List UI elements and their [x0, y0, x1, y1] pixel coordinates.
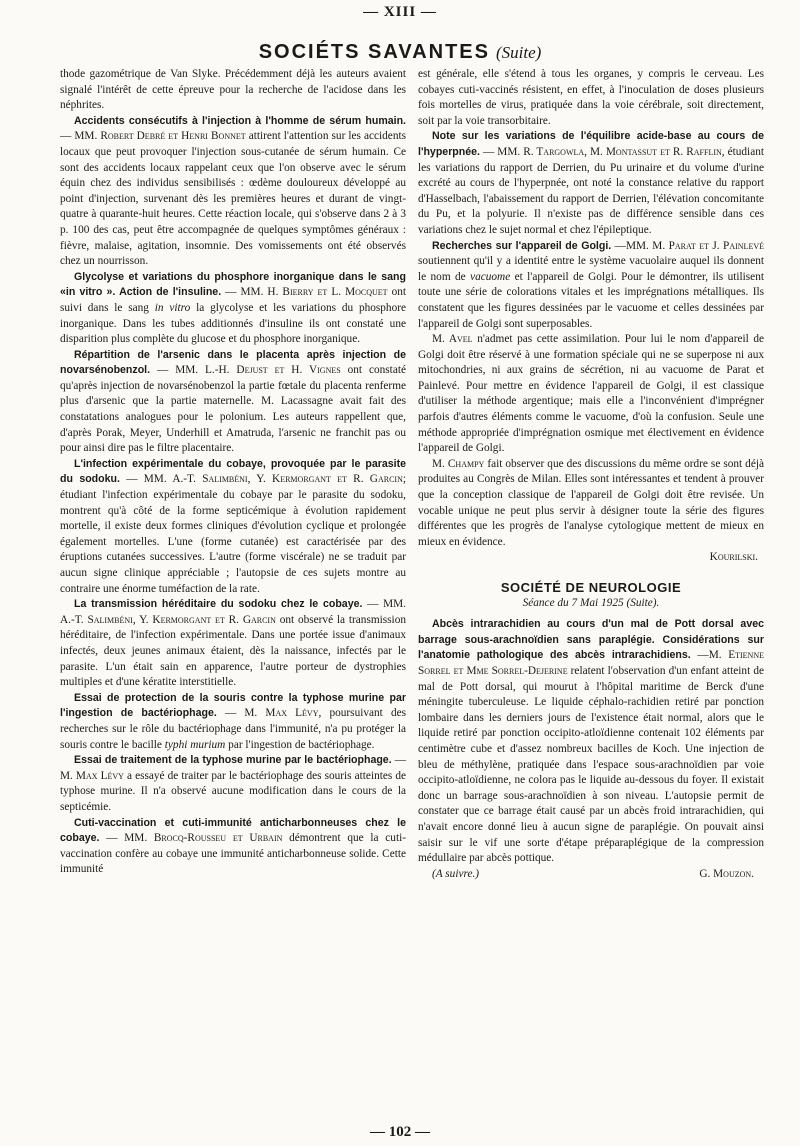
article-body: démontrent que la cuti-vaccination confère au cobaye une immunité anticharbonneuse solide. Cette immunité	[60, 832, 406, 876]
article-body: ont observé la transmission héréditaire, de l'infection expérimentale. Dans une portée issue d'animaux infectés, deux jeunes animaux étaient, dès la naissance, infectés par le parasite. L'un était sain en apparence, l'autre porteur de dystrophies multiples et d'une kératite interstitielle.	[60, 613, 406, 689]
article-body-cont: et l'appareil de Golgi. Pour le démontrer, ils utilisent toute une série de colorations vitales et les imprégnations métalliques. Ils constatent que les figures dessinées par le vacuome et celles dessinées par l'appareil de Golgi sont superposables.	[418, 270, 764, 330]
article-body-cont: la glycolyse et les variations du phosphore inorganique. Dans les tubes additionnés d'insuline ils ont constaté une disparition plus complète du glucose et du phosphore inorganique.	[60, 301, 407, 346]
article-heading: Accidents consécutifs à l'injection à l'homme de sérum humain.	[74, 114, 406, 127]
masthead-suite: (Suite)	[495, 43, 542, 62]
article-italic: vacuome	[470, 270, 511, 283]
article-heading: La transmission héréditaire du sodoku chez le cobaye.	[74, 598, 363, 611]
page-number: — 102 —	[370, 1124, 430, 1140]
masthead-title: SOCIÉTS SAVANTES	[258, 41, 490, 63]
article-authors: — M. Max Lévy	[60, 754, 406, 782]
article-body-cont: par l'ingestion de bactériophage.	[228, 738, 375, 751]
article-authors: — MM. Robert Debré et Henri Bonnet	[60, 130, 246, 143]
article-cuti-vaccination	[60, 816, 406, 878]
article-authors: — M. Max Lévy,	[224, 707, 322, 720]
to-be-continued: (A suivre.)	[432, 867, 480, 880]
article-italic: typhi murium	[164, 738, 226, 751]
article-heading: Répartition de l'arsenic dans le placenta après injection de novarsénobenzol.	[60, 348, 406, 377]
right-column	[418, 67, 764, 882]
article-body: poursuivant des recherches sur le rôle du bactériophage dans l'immunité, n'a pu protéger la souris contre le bacille	[60, 707, 407, 751]
article-body: attirent l'attention sur les accidents locaux que peut provoquer l'injection sous-cutanée de sérum humain. Ce sont des accidents locaux rappelant ceux que l'on observe avec le sérum équin chez des individus sensibilisés : œdème douloureux développé au point d'injection, survenant dès les premières heures et durant de vingt-quatre à quarante-huit heures. Cette réaction locale, qui s'observe dans 2 à 3 p. 100 des cas, peut être accompagnée de quelques symptômes généraux : fièvre, malaise, agitation, insomnie. Des vomissements ont été observés chez un nourrisson.	[60, 130, 407, 268]
roman-folio: — XIII —	[363, 4, 437, 20]
discussion-champy	[418, 457, 764, 551]
article-heading: Essai de protection de la souris contre la typhose murine par l'ingestion de bactériophage.	[60, 691, 406, 720]
article-heading: Essai de traitement de la typhose murine par le bactériophage.	[74, 754, 392, 767]
signature-kourilski: Kourilski.	[709, 551, 758, 564]
continuation-paragraph: est générale, elle s'étend à tous les organes, y compris le cerveau. Les cobayes cuti-vaccinés résistent, en effet, à l'inoculation de doses plusieurs fois mortelles de virus, pratiquée dans la voie cérébrale, soit directement, soit par la voie transorbitaire.	[418, 68, 764, 127]
article-arsenic	[60, 348, 406, 457]
discussion-body: n'admet pas cette assimilation. Pour lui le nom d'appareil de Golgi doit être réservé à une formation spéciale qui ne se superpose ni aux mitochondries, ni aux grains de sécrétion, ni au vacuome de Parat et Painlevé. Pour mettre en évidence l'appareil de Golgi, il est classique d'utiliser la méthode argentique; mais elle a l'inconvénient d'imprégner parfois d'autres éléments comme le vacuome, d'où la confusion. Seule une méthode appropriée d'imprégnation osmique met électivement en évidence l'appareil de Golgi.	[418, 333, 765, 455]
article-sodoku-heredity	[60, 597, 406, 691]
article-heading: Glycolyse et variations du phosphore inorganique dans le sang «in vitro ». Action de l'insuline.	[60, 270, 406, 299]
masthead	[0, 42, 800, 62]
article-acide-base	[418, 129, 764, 238]
article-body: relatent l'observation d'un enfant atteint de mal de Pott dorsal, qui mourut à l'hôpital maritime de Berck d'une méningite tuberculeuse. Le liquide céphalo-rachidien retiré par ponction lombaire dans les derniers jours de l'existence était normal, alors que le liquide retiré par ponction occipito-atloïdienne contenait 102 éléments par centimètre cube et d'assez nombreux bacilles de Koch. Une injection de bleu de méthylène, pratiquée dans l'espace sous-arachnoïdien par voie occipito-atloïdienne, ne colora pas le liquide au-dessous du foyer. Il existait donc un barrage sous-arachnoïdien à son niveau. L'autopsie permit de constater que ce barrage était causé par un abcès froid intrarachidien, qui n'avait encore donné lieu à aucun signe de paraplégie. On pouvait ainsi saisir sur le vif une sorte d'étape préparaplégique de la compression médullaire par abcès pottique.	[418, 664, 764, 865]
article-authors: — MM. Brocq-Rousseu et Urbain	[106, 832, 283, 845]
signature-mouzon: G. Mouzon.	[699, 867, 754, 880]
article-heading: L'infection expérimentale du cobaye, provoquée par le parasite du sodoku.	[60, 457, 406, 486]
discussion-body: fait observer que des discussions du même ordre se sont déjà produites au Congrès de Milan. Elles sont intéressantes et tendent à prouver que la conception classique de l'appareil de Golgi doit être revisée. Un vocable unique ne peut plus servir à désigner toute la série des figures différentes que les progrès de l'analyse cytologique mettent de mieux en mieux en évidence.	[418, 457, 764, 548]
left-column	[60, 67, 406, 878]
article-body: soutiennent qu'il y a identité entre le système vacuolaire auquel ils donnent le nom de	[418, 255, 764, 283]
article-traitement	[60, 753, 406, 815]
article-sodoku-infection	[60, 457, 406, 597]
article-body: ont constaté qu'après injection de novarsénobenzol la partie fœtale du placenta renferme plus d'arsenic que la partie maternelle. M. Lacassagne avait fait des constatations analogues pour le polonium. Les auteurs rappellent que, d'après Porak, Meyer, Underhill et Amatruda, l'arsenic ne franchit pas ou pour ainsi dire pas le filtre placentaire.	[60, 364, 406, 455]
article-glycolyse	[60, 270, 406, 348]
article-authors: — MM. R. Targowla, M. Montassut et R. Rafflin,	[483, 145, 725, 158]
society-title: SOCIÉTÉ DE NEUROLOGIE	[500, 580, 682, 595]
article-authors: —MM. M. Parat et J. Painlevé	[614, 239, 764, 252]
article-heading: Note sur les variations de l'équilibre acide-base au cours de l'hyperpnée.	[418, 130, 764, 158]
article-authors: — MM. L.-H. Dejust et H. Vignes	[156, 364, 341, 377]
article-authors: — MM. A.-T. Salimbéni, Y. Kermorgant et R. Garcin	[60, 598, 406, 626]
article-golgi	[418, 239, 764, 333]
article-protection-souris	[60, 691, 406, 753]
article-body: ont suivi dans le sang	[60, 286, 407, 314]
article-body: étudiant les variations du rapport de Derrien, du Pu urinaire et du volume d'urine excrété au cours de l'hyperpnée, ont noté la constance relative du rapport d'Hasselbach, l'abaissement du rapport de Derrien, l'élévation concomitante du Pu, et la polyurie. Il n'existe pas de différence sensible dans ces variations chez le sujet normal et chez l'épileptique.	[418, 145, 764, 236]
article-heading: Abcès intrarachidien au cours d'un mal de Pott dorsal avec barrage sous-arachnoïdien sans paraplégie. Considérations sur l'anatomie pathologique des abcès intrarachidiens.	[418, 618, 764, 662]
article-body: a essayé de traiter par le bactériophage des souris atteintes de typhose murine. Il n'a observé aucune modification dans le cours de la septicémie.	[60, 769, 406, 813]
discussion-avel	[418, 332, 764, 457]
closing-line	[418, 867, 764, 883]
article-accidents-serum	[60, 114, 406, 270]
article-body: étudiant l'infection expérimentale du cobaye par le parasite du sodoku, montrent qu'à côté de la forme septicémique à évolution rapidement mortelle, il existe deux formes cliniques d'évolution cyclique et prolongée également mortelles. L'une (forme cutanée) est caractérisée par des éruptions cutanées successives. L'autre (forme viscérale) ne se traduit par aucun signe clinique appréciable ; l'autopsie de ces sujets montre au contraire une énorme tuméfaction de la rate.	[60, 489, 406, 595]
article-authors: — MM. H. Bierry et L. Mocquet	[225, 286, 388, 299]
article-heading: Cuti-vaccination et cuti-immunité anticharbonneuses chez le cobaye.	[60, 816, 406, 845]
session-date: Séance du 7 Mai 1925 (Suite).	[522, 596, 660, 609]
discussant: M. Avel	[432, 333, 473, 346]
discussant: M. Champy	[432, 457, 485, 470]
article-italic: in vitro	[154, 301, 191, 314]
article-authors: —M. Etienne Sorrel et Mme Sorrel-Dejerine	[418, 649, 764, 677]
continuation-paragraph: thode gazométrique de Van Slyke. Précédemment déjà les auteurs avaient signalé l'intérêt de cette épreuve pour la recherche de l'acidose dans les néphrites.	[60, 68, 406, 112]
article-abces-intrarachidien	[418, 617, 764, 867]
article-authors: — MM. A.-T. Salimbéni, Y. Kermorgant et R. Garcin;	[126, 473, 406, 486]
article-heading: Recherches sur l'appareil de Golgi.	[432, 239, 612, 252]
